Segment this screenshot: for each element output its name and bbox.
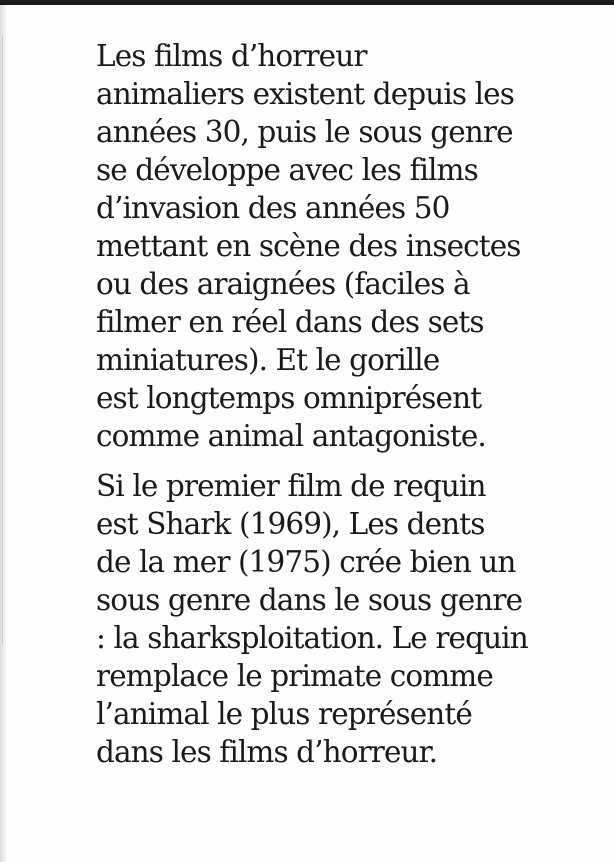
text-line: Les films d’horreur <box>96 39 367 73</box>
text-line: est longtemps omniprésent <box>96 381 482 415</box>
text-line: mettant en scène des insectes <box>96 229 521 263</box>
text-line: ou des araignées (faciles à <box>96 267 470 301</box>
text-line: sous genre dans le sous genre <box>96 583 523 617</box>
paragraph-1 <box>96 37 596 455</box>
text-line: comme animal antagoniste. <box>96 419 486 453</box>
text-line: remplace le primate comme <box>96 659 493 693</box>
text-line: est Shark (1969), Les dents <box>96 507 485 541</box>
text-line: se développe avec les films <box>96 153 478 187</box>
text-line: Si le premier film de requin <box>96 469 486 503</box>
page-top-edge <box>0 0 614 5</box>
text-block <box>96 37 596 771</box>
text-line: années 30, puis le sous genre <box>96 115 513 149</box>
text-line: : la sharksploitation. Le requin <box>96 621 528 655</box>
text-line: miniatures). Et le gorille <box>96 343 440 377</box>
page-left-edge-line <box>2 35 3 645</box>
text-line: dans les films d’horreur. <box>96 735 438 769</box>
text-line: de la mer (1975) crée bien un <box>96 545 516 579</box>
text-line: l’animal le plus représenté <box>96 697 472 731</box>
paragraph-2 <box>96 467 596 771</box>
text-line: animaliers existent depuis les <box>96 77 514 111</box>
text-line: filmer en réel dans des sets <box>96 305 484 339</box>
page-left-edge <box>0 5 8 862</box>
text-line: d’invasion des années 50 <box>96 191 450 225</box>
